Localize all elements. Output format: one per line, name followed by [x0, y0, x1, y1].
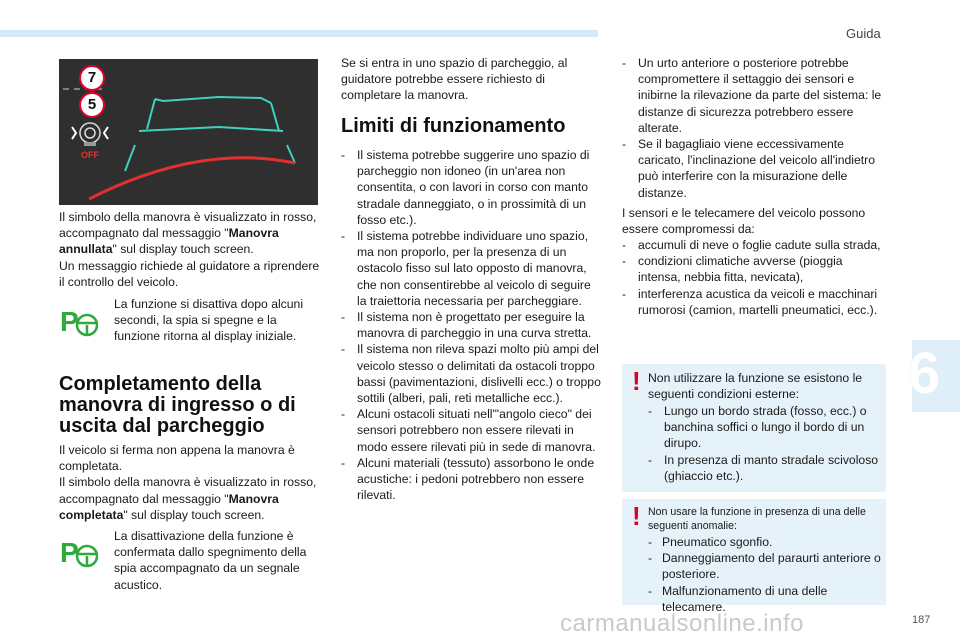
list-item: - condizioni climatiche avverse (pioggia intensa, nebbia fitta, nevicata), [622, 253, 888, 285]
col1-para1-text-b: " sul display touch screen. [112, 242, 254, 257]
col2-intro: Se si entra in uno spazio di parcheggio, al guidatore potrebbe essere richiesto di completare la manovra. [341, 56, 568, 103]
sensors-intro: I sensori e le telecamere del veicolo possono essere compromessi da: [622, 206, 866, 237]
heading-limiti: Limiti di funzionamento [341, 115, 566, 137]
manovra-completata-text: Manovra completata [59, 491, 279, 522]
list-item: - Il sistema potrebbe individuare uno spazio, ma non proporlo, per la presenza di un ostacolo fisso sul lato opposto di manovra, che non consentirebbe al veicolo di seguire la traiettoria necessaria per parcheggiare. [341, 228, 603, 309]
heading-completamento: Completamento della manovra di ingresso o di uscita dal parcheggio [59, 373, 296, 437]
note-deactivation-text: La funzione si disattiva dopo alcuni secondi, la spia si spegne e la funzione ritorna al display iniziale. [114, 297, 304, 344]
parking-camera-illustration [59, 59, 318, 205]
callout-badge-7: 7 [79, 65, 105, 91]
col1-paragraph-2 [59, 442, 321, 523]
callout-badge-5: 5 [79, 92, 105, 118]
list-item: - Il sistema non è progettato per eseguire la manovra di parcheggio in una curva stretta. [341, 309, 603, 341]
warning2-list [648, 534, 884, 615]
col1-para1-text-a: Il simbolo della manovra è visualizzato in rosso, accompagnato dal messaggio " [59, 210, 317, 241]
header-bar [0, 30, 598, 37]
note-confirmation-text: La disattivazione della funzione è confermata dallo spegnimento della spia accompagnato da un segnale acustico. [114, 529, 307, 592]
svg-text:P: P [60, 537, 79, 568]
exclamation-icon: ! [632, 366, 641, 396]
list-item: - In presenza di manto stradale scivoloso (ghiaccio etc.). [648, 452, 880, 484]
col1-para2-text-a: Il veicolo si ferma non appena la manovra è completata. [59, 443, 295, 474]
off-label: OFF [81, 150, 99, 160]
list-item: - Alcuni materiali (tessuto) assorbono le onde acustiche: i pedoni potrebbero non essere rilevati. [341, 455, 603, 504]
page-number: 187 [912, 614, 931, 626]
list-item: - Pneumatico sgonfio. [648, 534, 884, 550]
col1-para2-text-b: Il simbolo della manovra è visualizzato in rosso, accompagnato dal messaggio " [59, 475, 317, 506]
list-item: - Alcuni ostacoli situati nell'"angolo cieco" dei sensori potrebbero non essere rilevati in modo essere rilevati più in sede di manovra. [341, 406, 603, 455]
chapter-number: 6 [908, 341, 941, 406]
list-item: - accumuli di neve o foglie cadute sulla strada, [622, 237, 888, 253]
limits-list [341, 147, 603, 503]
svg-text:P: P [60, 306, 79, 337]
warning1-list [648, 403, 880, 484]
list-item: - Se il bagagliaio viene eccessivamente caricato, l'inclinazione del veicolo all'indietro può interferire con la misurazione delle distanze. [622, 136, 888, 201]
list-item: - Danneggiamento del paraurti anteriore o posteriore. [648, 550, 884, 582]
impact-list [622, 55, 888, 201]
list-item: - Il sistema potrebbe suggerire uno spazio di parcheggio non idoneo (in un'area non consentita, o con lavori in corso con manto stradale danneggiato, o in prossimità di un fosso etc.). [341, 147, 603, 228]
watermark: carmanualsonline.info [560, 610, 804, 637]
section-label: Guida [846, 26, 881, 41]
manovra-annullata-text: Manovra annullata [59, 226, 279, 257]
list-item: - Un urto anteriore o posteriore potrebbe compromettere il settaggio dei sensori e inibirne la rilevazione da parte del sistema: le distanze di sicurezza potrebbero essere alterate. [622, 55, 888, 136]
list-item: - interferenza acustica da veicoli e macchinari rumorosi (camion, martelli pneumatici, ecc.). [622, 286, 888, 318]
list-item: - Malfunzionamento di una delle telecamere. [648, 583, 884, 615]
warning2-intro: Non usare la funzione in presenza di una delle seguenti anomalie: [648, 506, 866, 532]
parking-assist-icon [60, 536, 98, 570]
col1-paragraph-1 [59, 209, 321, 290]
sensors-list [622, 237, 888, 318]
exclamation-icon: ! [632, 501, 641, 531]
col1-para2-text-c: " sul display touch screen. [123, 507, 265, 522]
col1-para1-text-c: Un messaggio richiede al guidatore a riprendere il controllo del veicolo. [59, 258, 320, 289]
list-item: - Lungo un bordo strada (fosso, ecc.) o banchina soffici o lungo il bordo di un dirupo. [648, 403, 880, 452]
parking-assist-icon [60, 305, 98, 339]
list-item: - Il sistema non rileva spazi molto più ampi del veicolo stesso o delimitati da ostacoli troppo bassi (pavimentazioni, dislivelli ecc.) o troppo sottili (alberi, pali, reti metalliche ecc.). [341, 341, 603, 406]
warning1-intro: Non utilizzare la funzione se esistono le seguenti condizioni esterne: [648, 371, 863, 402]
